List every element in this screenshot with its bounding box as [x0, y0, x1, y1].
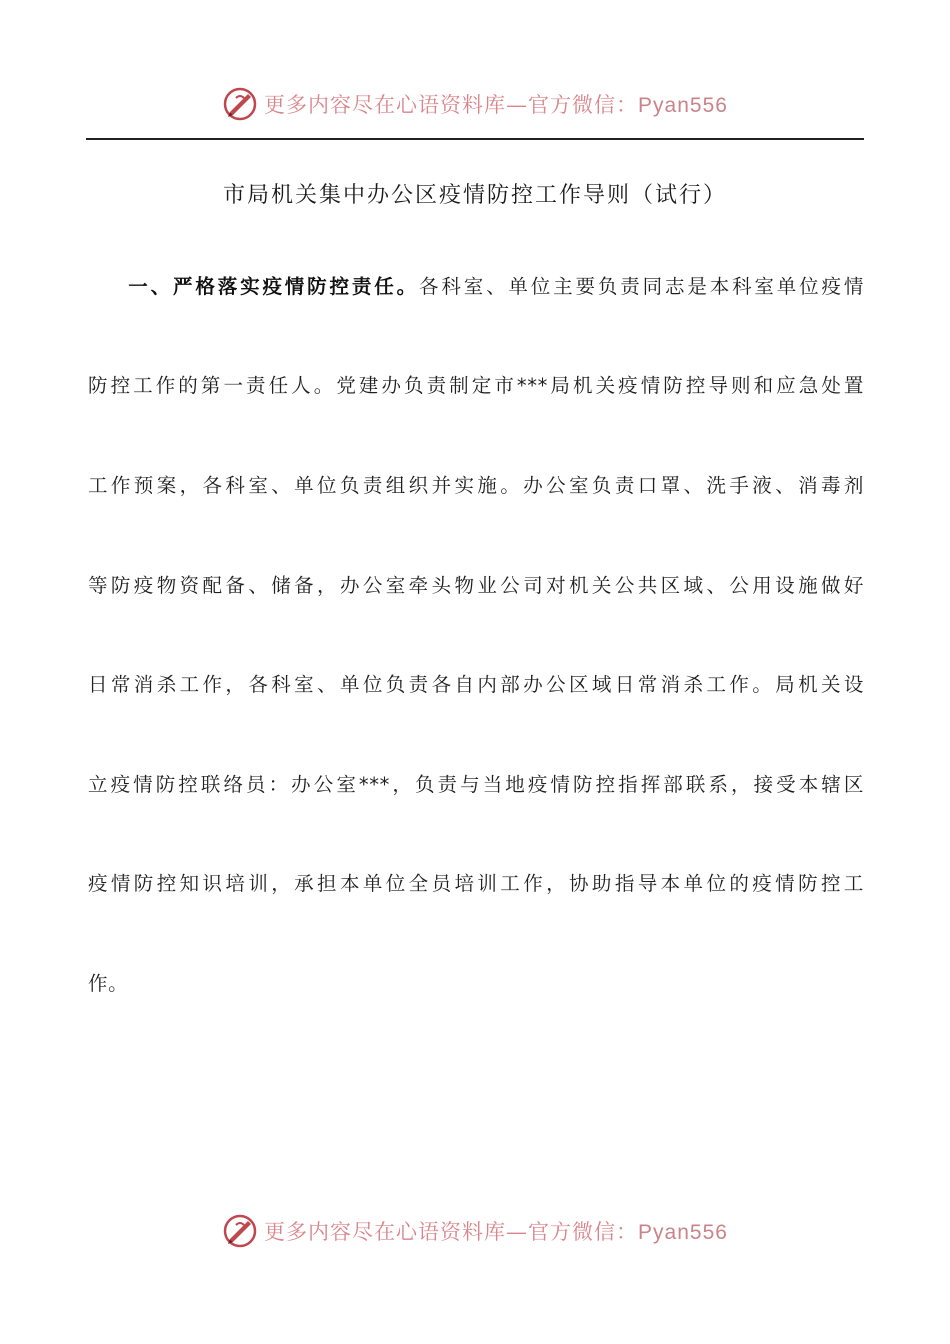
paragraph-line: 作。 — [88, 972, 129, 995]
banner-text: 更多内容尽在心语资料库—官方微信：Pyan556 — [264, 1220, 728, 1244]
wechat-handle: Pyan556 — [638, 1221, 728, 1244]
paragraph-line: 日常消杀工作，各科室、单位负责各自内部办公区域日常消杀工作。局机关设 — [88, 673, 864, 696]
paragraph-line: 防控工作的第一责任人。党建办负责制定市***局机关疫情防控导则和应急处置 — [88, 374, 864, 397]
section-heading: 一、严格落实疫情防控责任。 — [126, 275, 419, 298]
document-title: 市局机关集中办公区疫情防控工作导则（试行） — [222, 183, 727, 208]
footer-banner — [0, 1211, 950, 1251]
header-banner — [0, 84, 950, 124]
paragraph-line: 工作预案，各科室、单位负责组织并实施。办公室负责口罩、洗手液、消毒剂 — [88, 474, 864, 497]
paragraph-line: 等防疫物资配备、储备，办公室牵头物业公司对机关公共区域、公用设施做好 — [88, 574, 864, 597]
pen-logo-icon — [222, 1213, 258, 1249]
header-divider — [86, 138, 864, 140]
paragraph-line: 一、严格落实疫情防控责任。各科室、单位主要负责同志是本科室单位疫情 — [126, 275, 864, 298]
wechat-handle: Pyan556 — [638, 94, 728, 117]
paragraph-line: 疫情防控知识培训，承担本单位全员培训工作，协助指导本单位的疫情防控工 — [88, 872, 864, 895]
pen-logo-icon — [222, 86, 258, 122]
banner-text: 更多内容尽在心语资料库—官方微信：Pyan556 — [264, 93, 728, 117]
paragraph-line: 立疫情防控联络员：办公室***，负责与当地疫情防控指挥部联系，接受本辖区 — [88, 773, 864, 796]
